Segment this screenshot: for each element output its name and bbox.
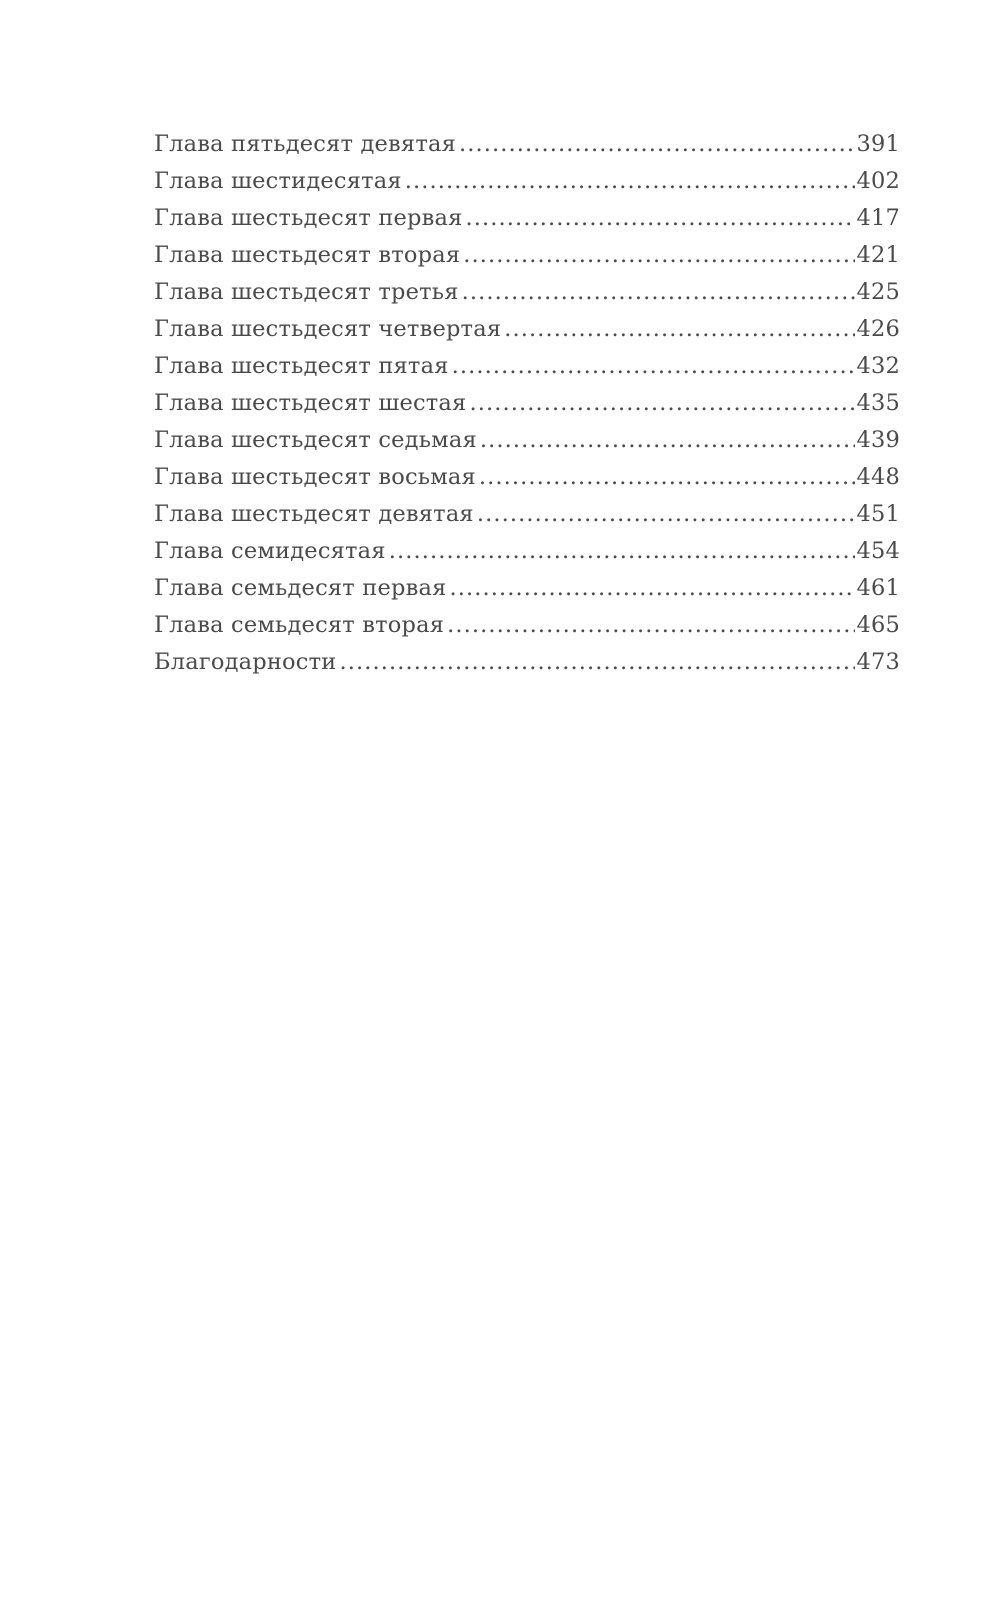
toc-entry-page: 432 bbox=[856, 353, 900, 379]
toc-entry-page: 465 bbox=[856, 612, 900, 638]
toc-entry bbox=[154, 390, 900, 427]
toc-entry bbox=[154, 131, 900, 168]
toc-entry-page: 421 bbox=[856, 242, 900, 268]
toc-entry-title: Глава шестьдесят первая bbox=[154, 205, 463, 231]
toc-entry bbox=[154, 575, 900, 612]
toc-leader-dots bbox=[477, 501, 856, 527]
toc-entry-title: Глава пятьдесят девятая bbox=[154, 131, 456, 157]
toc-leader-dots bbox=[447, 612, 855, 638]
toc-entry-page: 451 bbox=[856, 501, 900, 527]
toc-entry-page: 425 bbox=[856, 279, 900, 305]
toc-entry-page: 454 bbox=[856, 538, 900, 564]
toc-entry-title: Глава шестьдесят вторая bbox=[154, 242, 461, 268]
toc-entry-page: 448 bbox=[856, 464, 900, 490]
table-of-contents bbox=[154, 131, 900, 686]
toc-entry-page: 473 bbox=[856, 649, 900, 675]
toc-entry bbox=[154, 649, 900, 686]
toc-entry-title: Глава шестьдесят седьмая bbox=[154, 427, 477, 453]
toc-entry-page: 435 bbox=[856, 390, 900, 416]
toc-leader-dots bbox=[480, 427, 856, 453]
toc-leader-dots bbox=[469, 390, 855, 416]
toc-entry-page: 402 bbox=[856, 168, 900, 194]
toc-entry-page: 417 bbox=[856, 205, 900, 231]
toc-entry bbox=[154, 242, 900, 279]
toc-entry-title: Глава шестьдесят восьмая bbox=[154, 464, 476, 490]
toc-entry-title: Глава шестидесятая bbox=[154, 168, 402, 194]
toc-entry-title: Глава семьдесят первая bbox=[154, 575, 447, 601]
toc-entry bbox=[154, 279, 900, 316]
toc-entry-title: Благодарности bbox=[154, 649, 337, 675]
toc-leader-dots bbox=[449, 575, 855, 601]
toc-leader-dots bbox=[466, 205, 856, 231]
toc-entry bbox=[154, 501, 900, 538]
toc-leader-dots bbox=[504, 316, 855, 342]
toc-entry bbox=[154, 538, 900, 575]
toc-entry-title: Глава семидесятая bbox=[154, 538, 386, 564]
toc-leader-dots bbox=[479, 464, 856, 490]
toc-entry bbox=[154, 427, 900, 464]
toc-leader-dots bbox=[405, 168, 856, 194]
toc-entry-title: Глава шестьдесят шестая bbox=[154, 390, 467, 416]
toc-leader-dots bbox=[452, 353, 856, 379]
toc-entry-page: 461 bbox=[856, 575, 900, 601]
toc-leader-dots bbox=[463, 242, 855, 268]
toc-entry bbox=[154, 464, 900, 501]
toc-leader-dots bbox=[389, 538, 856, 564]
toc-entry-title: Глава шестьдесят третья bbox=[154, 279, 459, 305]
toc-entry bbox=[154, 205, 900, 242]
toc-leader-dots bbox=[459, 131, 855, 157]
toc-entry-page: 439 bbox=[856, 427, 900, 453]
toc-entry-page: 426 bbox=[856, 316, 900, 342]
toc-entry bbox=[154, 353, 900, 390]
toc-leader-dots bbox=[339, 649, 855, 675]
toc-leader-dots bbox=[462, 279, 856, 305]
toc-entry-title: Глава шестьдесят пятая bbox=[154, 353, 449, 379]
toc-entry-title: Глава шестьдесят девятая bbox=[154, 501, 474, 527]
toc-entry-page: 391 bbox=[856, 131, 900, 157]
toc-entry bbox=[154, 316, 900, 353]
toc-entry bbox=[154, 612, 900, 649]
toc-entry-title: Глава семьдесят вторая bbox=[154, 612, 445, 638]
toc-entry bbox=[154, 168, 900, 205]
toc-entry-title: Глава шестьдесят четвертая bbox=[154, 316, 502, 342]
